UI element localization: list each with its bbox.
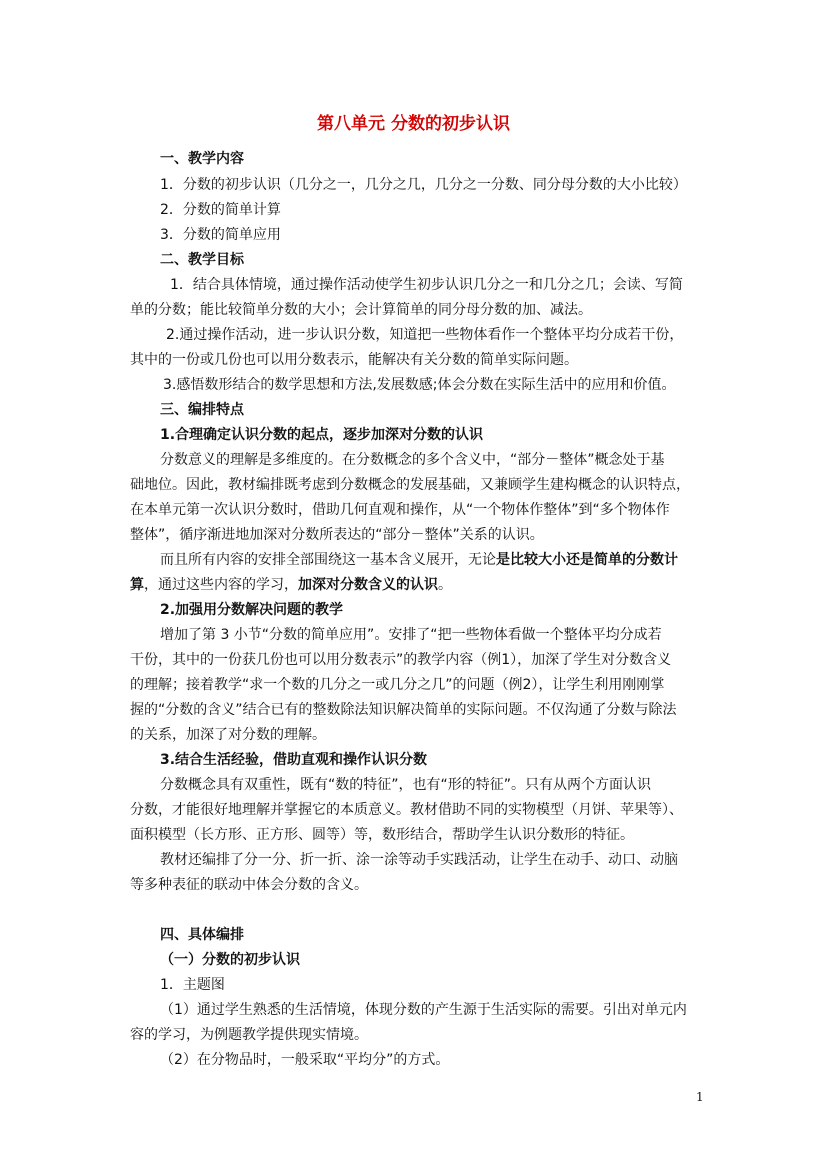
- paragraph-line: 教材还编排了分一分、折一折、涂一涂等动手实践活动，让学生在动手、动口、动脑: [160, 852, 678, 868]
- paragraph-line: 分数概念具有双重性，既有“数的特征”，也有“形的特征”。只有从两个方面认识: [160, 777, 652, 793]
- paragraph-line: 础地位。因此，教材编排既考虑到分数概念的发展基础，又兼顾学生建构概念的认识特点，: [130, 477, 690, 493]
- paragraph-line: 分数意义的理解是多维度的。在分数概念的多个含义中，“部分－整体”概念处于基: [160, 452, 665, 468]
- paragraph-line: 的关系，加深了对分数的理解。: [130, 727, 326, 743]
- text-run: 而且所有内容的安排全部围绕这一基本含义展开，无论: [160, 552, 496, 568]
- content-item: 2．分数的简单计算: [160, 202, 281, 218]
- section-heading-teaching-goals: 二、教学目标: [160, 252, 244, 268]
- text-run-bold: 加深对分数含义的认识: [298, 577, 438, 593]
- paragraph-line: （1）通过学生熟悉的生活情境，体现分数的产生源于生活实际的需要。引出对单元内: [160, 1002, 687, 1018]
- subsection-heading: 3.结合生活经验，借助直观和操作认识分数: [160, 752, 428, 768]
- subsection-heading: 1.合理确定认识分数的起点，逐步加深对分数的认识: [160, 427, 484, 443]
- document-title: 第八单元 分数的初步认识: [317, 114, 510, 134]
- paragraph-line: 容的学习，为例题教学提供现实情境。: [130, 1027, 368, 1043]
- paragraph-line: [130, 575, 710, 595]
- text-run: 。: [438, 577, 452, 593]
- text-run-bold: 算: [130, 577, 144, 593]
- paragraph-line: 2.通过操作活动，进一步认识分数，知道把一些物体看作一个整体平均分成若干份，: [166, 327, 684, 343]
- paragraph-line: 面积模型（长方形、正方形、圆等）等，数形结合，帮助学生认识分数形的特征。: [130, 827, 634, 843]
- paragraph-line: （2）在分物品时，一般采取“平均分”的方式。: [160, 1052, 450, 1068]
- content-item: 1．分数的初步认识（几分之一，几分之几，几分之一分数、同分母分数的大小比较）: [160, 177, 687, 193]
- section-heading-teaching-content: 一、教学内容: [160, 151, 244, 167]
- paragraph-line: 等多种表征的联动中体会分数的含义。: [130, 877, 368, 893]
- paragraph-line: 握的“分数的含义”结合已有的整数除法知识解决简单的实际问题。不仅沟通了分数与除法: [130, 702, 677, 718]
- content-item: 1．主题图: [160, 977, 225, 993]
- text-run: ，通过这些内容的学习，: [144, 577, 298, 593]
- paragraph-line: [160, 550, 710, 570]
- paragraph-line: 1．结合具体情境，通过操作活动使学生初步认识几分之一和几分之几；会读、写简: [170, 277, 683, 293]
- paragraph-line: 3.感悟数形结合的数学思想和方法,发展数感;体会分数在实际生活中的应用和价值。: [163, 377, 676, 393]
- subsection-heading: 2.加强用分数解决问题的教学: [160, 602, 344, 618]
- subsection-heading: （一）分数的初步认识: [160, 952, 300, 968]
- text-run-bold: 是比较大小还是简单的分数计: [496, 552, 678, 568]
- paragraph-line: 在本单元第一次认识分数时，借助几何直观和操作，从“一个物体作整体”到“多个物体作: [130, 502, 670, 518]
- page-number: 1: [696, 1090, 704, 1104]
- content-item: 3．分数的简单应用: [160, 227, 281, 243]
- section-heading-specific-arrangement: 四、具体编排: [160, 927, 244, 943]
- paragraph-line: 的理解；接着教学“求一个数的几分之一或几分之几”的问题（例2），让学生利用刚刚掌: [130, 677, 665, 693]
- paragraph-line: 干份，其中的一份获几份也可以用分数表示”的教学内容（例1），加深了学生对分数含义: [130, 652, 672, 668]
- paragraph-line: 单的分数；能比较简单分数的大小；会计算简单的同分母分数的加、减法。: [130, 302, 592, 318]
- paragraph-line: 增加了第 3 小节“分数的简单应用”。安排了“把一些物体看做一个整体平均分成若: [160, 627, 662, 643]
- section-heading-arrangement: 三、编排特点: [160, 402, 244, 418]
- paragraph-line: 其中的一份或几份也可以用分数表示，能解决有关分数的简单实际问题。: [130, 352, 578, 368]
- paragraph-line: 分数，才能很好地理解并掌握它的本质意义。教材借助不同的实物模型（月饼、苹果等）、: [130, 802, 683, 818]
- paragraph-line: 整体”，循序渐进地加深对分数所表达的“部分－整体”关系的认识。: [130, 527, 544, 543]
